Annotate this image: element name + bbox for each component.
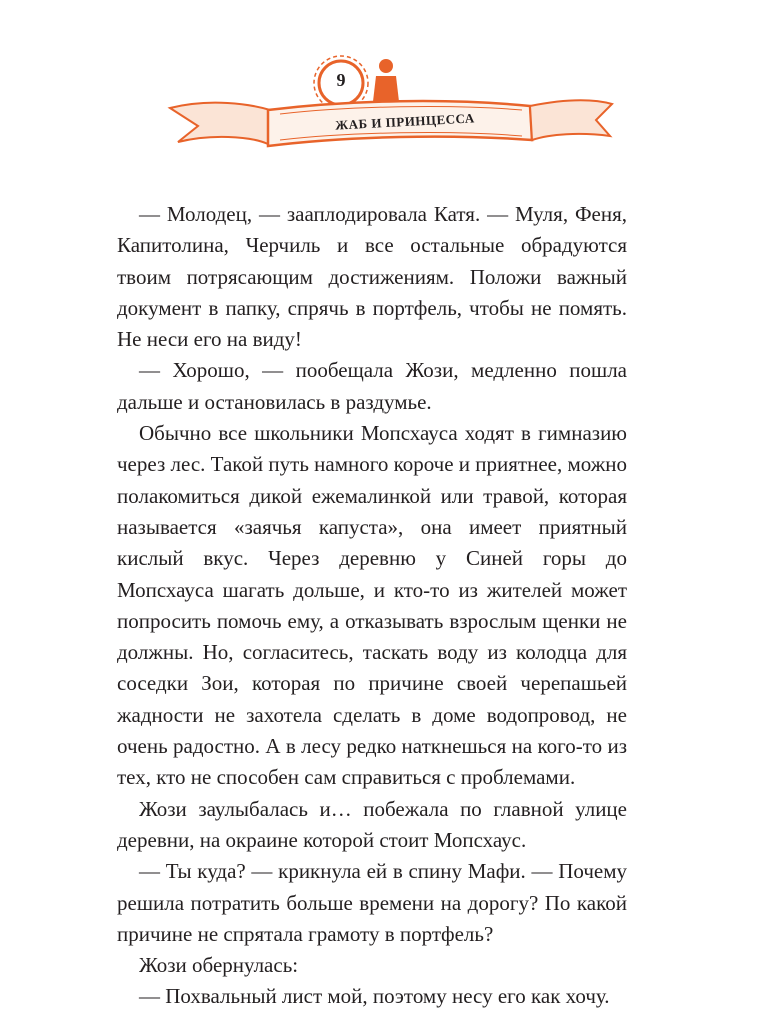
paragraph: — Ты куда? — крикнула ей в спину Мафи. — Почему решила потратить больше времени на дорогу? По какой причине не спрятала грамоту в портфель?	[117, 859, 627, 946]
paragraph: — Хорошо, — пообещала Жози, медленно пошла дальше и остановилась в раздумье.	[117, 358, 627, 414]
paragraph: — Молодец, — зааплодировала Катя. — Муля, Феня, Капитолина, Черчиль и все остальные обрадуются твоим потрясающим достижениям. Положи важный документ в папку, спрячь в портфель, чтобы не помять. Не неси его на виду!	[117, 202, 627, 352]
ribbon-ornament	[150, 48, 620, 158]
body-text	[117, 199, 627, 1013]
paragraph: — Похвальный лист мой, поэтому несу его как хочу.	[139, 984, 610, 1009]
chapter-header	[150, 48, 620, 158]
paragraph: Жози заулыбалась и… побежала по главной улице деревни, на окраине которой стоит Мопсхаус.	[117, 796, 627, 852]
chapter-number: 9	[336, 70, 346, 90]
paragraph: Жози обернулась:	[139, 953, 299, 978]
chapter-title: ЖАБ И ПРИНЦЕССА	[334, 110, 476, 133]
paragraph: Обычно все школьники Мопсхауса ходят в гимназию через лес. Такой путь намного короче и приятнее, можно полакомиться дикой ежемалинкой или травой, которая называется «заячья капуста», она имеет приятный кислый вкус. Через деревню у Синей горы до Мопсхауса шагать дольше, и кто-то из жителей может попросить помочь ему, а отказывать взрослым щенки не должны. Но, согласитесь, таскать воду из колодца для соседки Зои, которая по причине своей черепашьей жадности не захотела сделать в доме водопровод, не очень радостно. А в лесу редко наткнешься на кого-то из тех, кто не способен сам справиться с проблемами.	[117, 421, 627, 790]
